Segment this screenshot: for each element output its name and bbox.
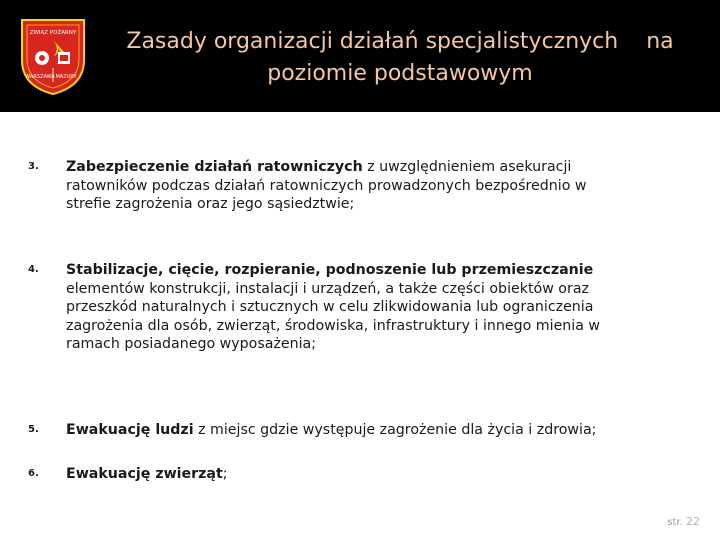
item-text	[66, 421, 686, 440]
item-text-line: z uwzględnieniem asekuracji	[362, 159, 572, 175]
item-bold-text: Zabezpieczenie działań ratowniczych	[66, 159, 363, 175]
item-number: 4.	[28, 264, 39, 275]
slide-title	[100, 26, 700, 90]
fire-service-logo-icon	[14, 14, 92, 98]
page-prefix: str.	[667, 517, 683, 528]
item-number: 3.	[28, 161, 39, 172]
item-text	[66, 465, 686, 484]
slide-header	[0, 0, 720, 112]
slide-title-line-1: Zasady organizacji działań specjalistycznych na	[126, 29, 674, 54]
item-number: 6.	[28, 468, 39, 479]
slide-title-line-2: poziomie podstawowym	[267, 61, 533, 86]
item-bold-text: Ewakuację ludzi	[66, 422, 194, 438]
item-text-line: ramach posiadanego wyposażenia;	[66, 336, 317, 352]
page-footer	[667, 515, 700, 528]
item-text-line: z miejsc gdzie występuje zagrożenie dla życia i zdrowia;	[193, 422, 597, 438]
item-text-line: strefie zagrożenia oraz jego sąsiedztwie;	[66, 196, 355, 212]
item-text	[66, 158, 686, 214]
item-text-line: ratowników podczas działań ratowniczych prowadzonych bezpośrednio w	[66, 177, 587, 194]
page-number: 22	[686, 515, 700, 528]
item-text-line: elementów konstrukcji, instalacji i urządzeń, a także części obiektów oraz	[66, 280, 589, 297]
item-bold-text: Stabilizacje, cięcie, rozpieranie, podnoszenie lub przemieszczanie	[66, 262, 594, 278]
item-text-line: ;	[222, 466, 228, 482]
item-bold-text: Ewakuację zwierząt	[66, 466, 223, 482]
item-number: 5.	[28, 424, 39, 435]
item-text-line: zagrożenia dla osób, zwierząt, środowiska, infrastruktury i innego mienia w	[66, 317, 601, 334]
logo-text-top: ZWIĄZ POŻARNY	[29, 30, 77, 36]
item-text-line: przeszkód naturalnych i sztucznych w celu zlikwidowania lub ograniczenia	[66, 299, 594, 315]
logo-text-bottom-left: WARSZAWA	[25, 74, 55, 80]
logo-text-bottom-right: MAZURY	[55, 74, 77, 80]
item-text	[66, 261, 686, 354]
